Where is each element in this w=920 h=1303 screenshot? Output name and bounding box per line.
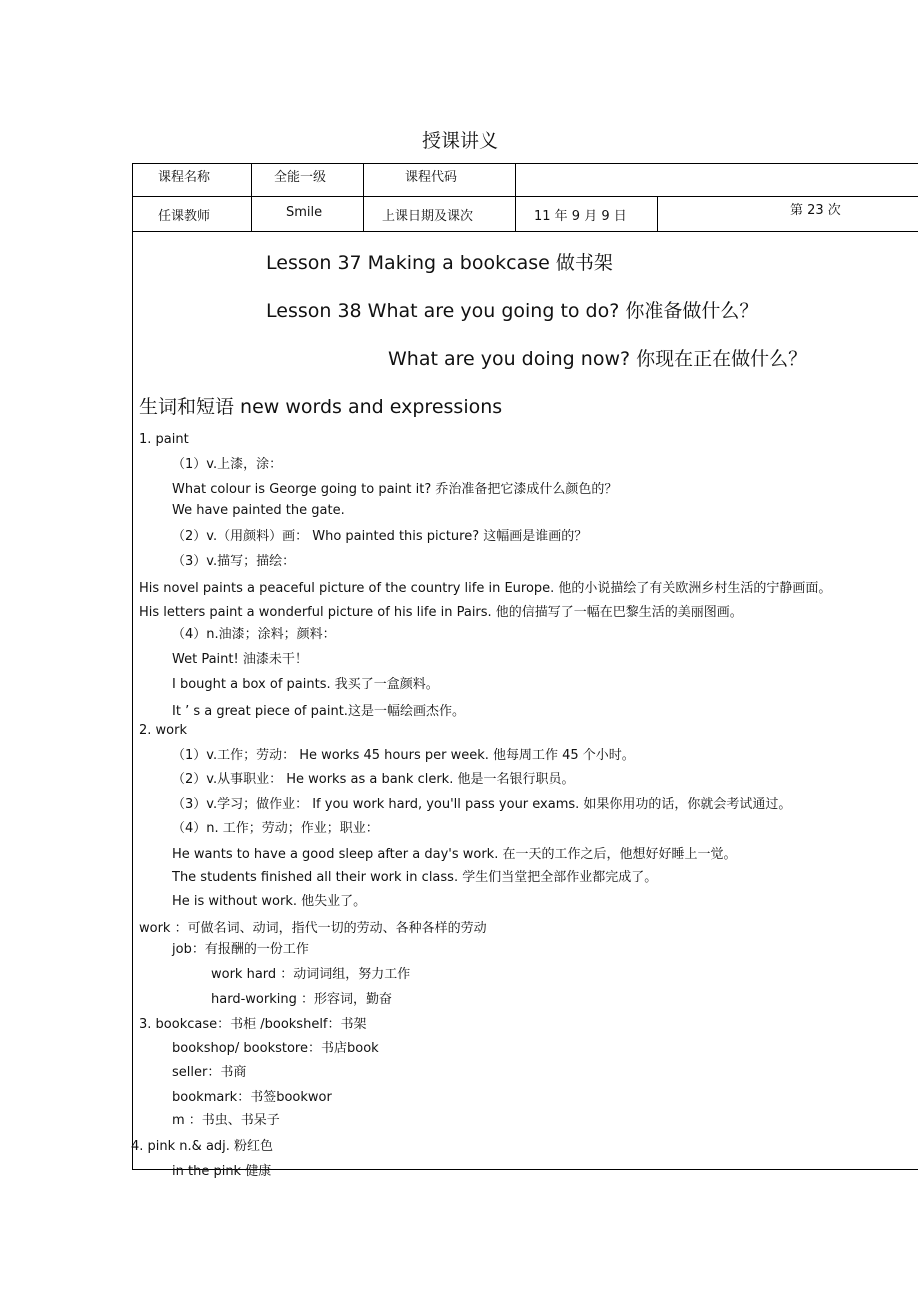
note-line: bookshop/ bookstore：书店book (172, 1041, 379, 1056)
note-line: bookmark：书签bookwor (172, 1090, 332, 1105)
example-line: It ’ s a great piece of paint.这是一幅绘画杰作。 (172, 704, 465, 719)
table-col-divider (363, 163, 364, 231)
note-line: job：有报酬的一份工作 (172, 942, 309, 957)
date-label: 上课日期及课次 (382, 209, 474, 224)
example-line: His novel paints a peaceful picture of the country life in Europe. 他的小说描绘了有关欧洲乡村生活的宁静画面。 (139, 581, 832, 596)
note-line: work ：可做名词、动词，指代一切的劳动、各种各样的劳动 (139, 921, 487, 936)
example-line: I bought a box of paints. 我买了一盒颜料。 (172, 677, 439, 692)
date-value: 11 年 9 月 9 日 (534, 209, 627, 224)
sense-line: （1）v.上漆，涂： (172, 457, 283, 472)
word-2: 2. work (139, 723, 187, 738)
sense-line: （2）v.从事职业： He works as a bank clerk. 他是一名银行职员。 (172, 772, 575, 787)
example-line: He is without work. 他失业了。 (172, 894, 367, 909)
note-line: m ：书虫、书呆子 (172, 1113, 280, 1128)
note-line: hard-working ：形容词，勤奋 (211, 992, 392, 1007)
note-line: work hard ：动词词组，努力工作 (211, 967, 411, 982)
word-1: 1. paint (139, 432, 189, 447)
example-line: What colour is George going to paint it? 乔治准备把它漆成什么颜色的？ (172, 482, 618, 497)
sense-line: （3）v.描写；描绘： (172, 554, 296, 569)
table-top-border (132, 163, 918, 164)
word-4: 4. pink n.& adj. 粉红色 (131, 1139, 274, 1154)
table-col-divider (657, 196, 658, 231)
teacher-label: 任课教师 (158, 209, 211, 224)
lesson-38-title: Lesson 38 What are you going to do? 你准备做什么？ (266, 300, 759, 322)
course-name-label: 课程名称 (158, 170, 211, 185)
table-row-divider (132, 196, 918, 197)
teacher-value: Smile (286, 205, 323, 220)
sense-line: （3）v.学习；做作业： If you work hard, you'll pass your exams. 如果你用功的话，你就会考试通过。 (172, 797, 792, 812)
section-heading: 生词和短语 new words and expressions (139, 396, 503, 418)
session-value: 第 23 次 (790, 203, 841, 218)
example-line: Wet Paint! 油漆未干！ (172, 652, 308, 667)
example-line: The students finished all their work in class. 学生们当堂把全部作业都完成了。 (172, 870, 658, 885)
sense-line: （4）n. 工作；劳动；作业；职业： (172, 821, 379, 836)
sense-line: （2）v.（用颜料）画： Who painted this picture? 这幅画是谁画的？ (172, 529, 588, 544)
lesson-38-subtitle: What are you doing now? 你现在正在做什么？ (388, 348, 808, 370)
lesson-37-title: Lesson 37 Making a bookcase 做书架 (266, 252, 613, 274)
document-title: 授课讲义 (421, 130, 498, 152)
course-name-value: 全能一级 (274, 170, 327, 185)
note-line: in the pink 健康 (172, 1164, 272, 1179)
page-box-left-border (132, 163, 133, 1170)
example-line: He wants to have a good sleep after a day's work. 在一天的工作之后，他想好好睡上一觉。 (172, 847, 737, 862)
course-code-label: 课程代码 (405, 170, 458, 185)
example-line: We have painted the gate. (172, 503, 345, 518)
table-header-bottom-border (132, 231, 918, 232)
sense-line: （4）n.油漆；涂料；颜料： (172, 627, 336, 642)
word-3: 3. bookcase：书柜 /bookshelf：书架 (139, 1017, 367, 1032)
example-line: His letters paint a wonderful picture of his life in Pairs. 他的信描写了一幅在巴黎生活的美丽图画。 (139, 605, 743, 620)
table-col-divider (515, 163, 516, 231)
note-line: seller：书商 (172, 1065, 247, 1080)
table-col-divider (251, 163, 252, 231)
sense-line: （1）v.工作；劳动： He works 45 hours per week. 他每周工作 45 个小时。 (172, 748, 635, 763)
